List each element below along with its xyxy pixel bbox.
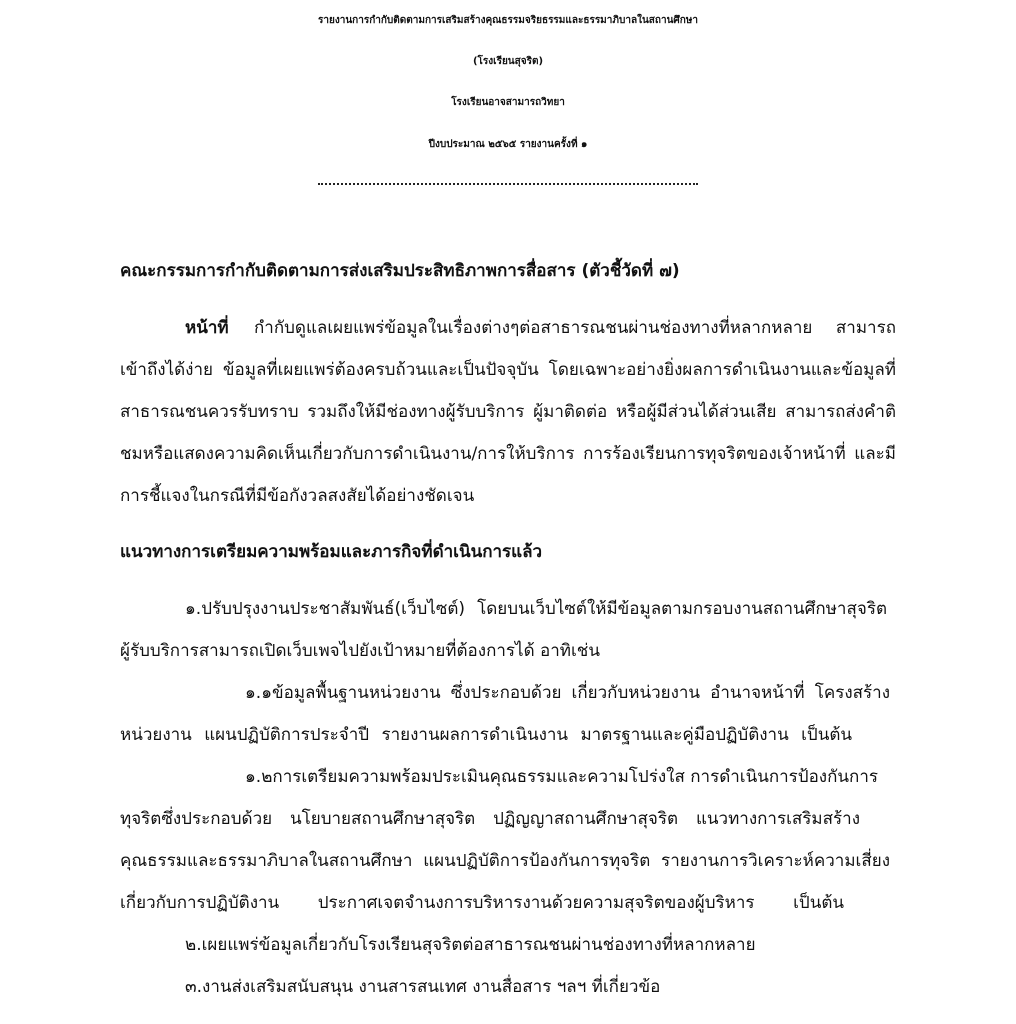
- item-1-line-2: ผู้รับบริการสามารถเปิดเว็บเพจไปยังเป้าหมายที่ต้องการได้ อาทิเช่น: [120, 641, 600, 661]
- dotted-separator: [318, 183, 698, 185]
- item-1-2-line-3: คุณธรรมและธรรมาภิบาลในสถานศึกษา แผนปฏิบัติการป้องกันการทุจริต รายงานการวิเคราะห์ความเสี่ยง: [120, 851, 890, 871]
- item-1-2-line-2: ทุจริตซึ่งประกอบด้วย นโยบายสถานศึกษาสุจริต ปฏิญญาสถานศึกษาสุจริต แนวทางการเสริมสร้าง: [120, 809, 860, 829]
- duty-line-2: เข้าถึงได้ง่าย ข้อมูลที่เผยแพร่ต้องครบถ้วนและเป็นปัจจุบัน โดยเฉพาะอย่างยิ่งผลการดำเนินงานและข้อมูลที่: [120, 360, 896, 380]
- actions-heading: แนวทางการเตรียมความพร้อมและภารกิจที่ดำเนินการแล้ว: [120, 542, 543, 562]
- duty-line-4: ชมหรือแสดงความคิดเห็นเกี่ยวกับการดำเนินงาน/การให้บริการ การร้องเรียนการทุจริตของเจ้าหน้าที่ และมี: [120, 444, 896, 464]
- fiscal-year-line: ปีงบประมาณ ๒๕๖๕ รายงานครั้งที่ ๑: [428, 139, 588, 150]
- item-1-1-line-1: ๑.๑ข้อมูลพื้นฐานหน่วยงาน ซึ่งประกอบด้วย เกี่ยวกับหน่วยงาน อำนาจหน้าที่ โครงสร้าง: [245, 683, 890, 703]
- duty-label: หน้าที่: [185, 318, 229, 338]
- duty-line-1: กำกับดูแลเผยแพร่ข้อมูลในเรื่องต่างๆต่อสาธารณชนผ่านช่องทางที่หลากหลาย สามารถ: [254, 318, 896, 338]
- item-1-line-1: ๑.ปรับปรุงงานประชาสัมพันธ์(เว็บไซต์) โดยบนเว็บไซต์ให้มีข้อมูลตามกรอบงานสถานศึกษาสุจริต: [185, 599, 887, 619]
- item-1-1-line-2: หน่วยงาน แผนปฏิบัติการประจำปี รายงานผลการดำเนินงาน มาตรฐานและคู่มือปฏิบัติงาน เป็นต้น: [120, 725, 852, 745]
- duty-line-5: การชี้แจงในกรณีที่มีข้อกังวลสงสัยได้อย่างชัดเจน: [120, 486, 475, 506]
- item-3: ๓.งานส่งเสริมสนับสนุน งานสารสนเทศ งานสื่อสาร ฯลฯ ที่เกี่ยวข้อ: [185, 977, 661, 997]
- committee-heading: คณะกรรมการกำกับติดตามการส่งเสริมประสิทธิภาพการสื่อสาร (ตัวชี้วัดที่ ๗): [120, 261, 680, 281]
- report-title-line-1: รายงานการกำกับติดตามการเสริมสร้างคุณธรรมจริยธรรมและธรรมาภิบาลในสถานศึกษา: [317, 15, 699, 26]
- report-title-line-2: (โรงเรียนสุจริต): [472, 56, 544, 67]
- duty-line-3: สาธารณชนควรรับทราบ รวมถึงให้มีช่องทางผู้รับบริการ ผู้มาติดต่อ หรือผู้มีส่วนได้ส่วนเสีย สามารถส่งคำติ: [120, 402, 896, 422]
- item-2: ๒.เผยแพร่ข้อมูลเกี่ยวกับโรงเรียนสุจริตต่อสาธารณชนผ่านช่องทางที่หลากหลาย: [185, 935, 756, 955]
- item-1-2-line-4: เกี่ยวกับการปฏิบัติงาน ประกาศเจตจำนงการบริหารงานด้วยความสุจริตของผู้บริหาร เป็นต้น: [120, 893, 844, 913]
- school-name: โรงเรียนอาจสามารถวิทยา: [451, 97, 565, 108]
- item-1-2-line-1: ๑.๒การเตรียมความพร้อมประเมินคุณธรรมและความโปร่งใส การดำเนินการป้องกันการ: [245, 767, 878, 787]
